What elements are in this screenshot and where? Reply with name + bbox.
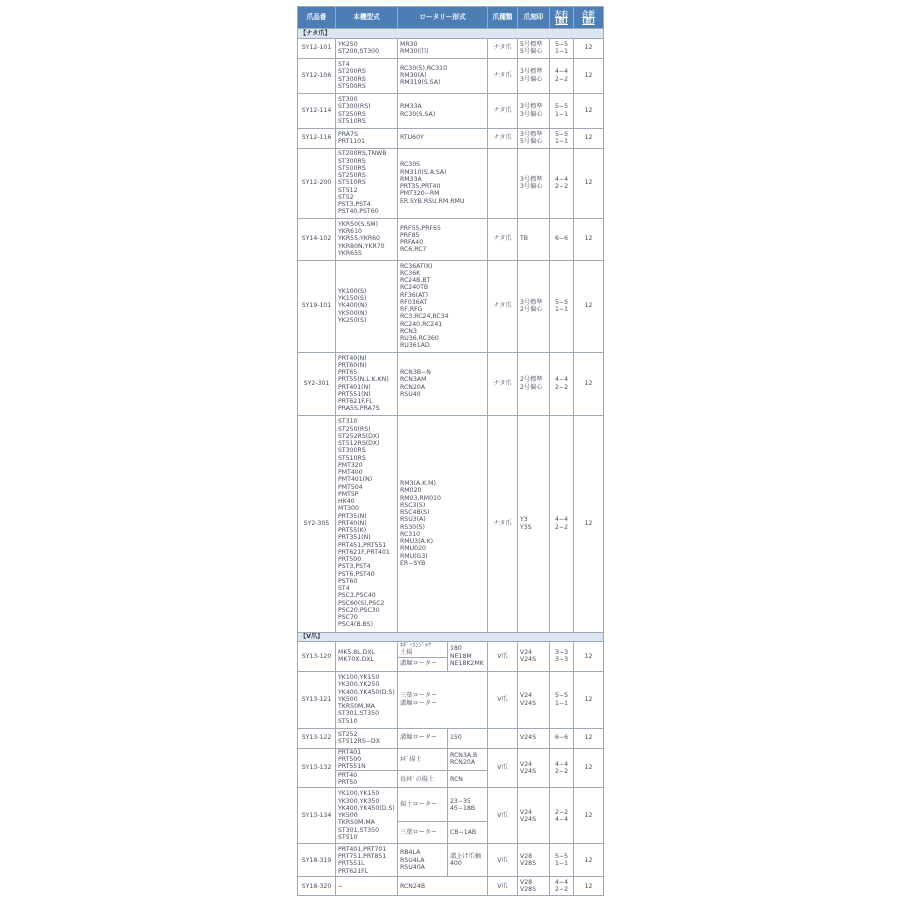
table-row [298,218,604,260]
total-count: 12 [574,642,604,672]
claw-mark: TB [518,218,550,260]
claw-mark: V24 V24S [518,642,550,672]
claw-type: ナタ爪 [488,93,518,128]
rotary-sub-detail: 180 NE18M NE18K2MK [448,642,488,672]
left-right-count: 4−4 2−2 [550,352,574,415]
table-row [298,728,604,748]
model-list: ST310 ST250(RS) ST252RS(DX) ST512RS(DX) ST300RS ST510RS PMT320 PMT400 PMT401(N) PMT504 PMT5P HK40 MT300 PRT35(N) PRT40(N) PRT55(K) PRT351(N) PRT451,PRT551 PRT621F,PRT401 PRT500 PST3,PST4 PST6,PST40 PST60 ST4 PSC3,PSC40 PSC60(S),PSC2 PSC20,PSC30 PSC70 PSC4(B.BS) [336,415,398,632]
left-right-count: 5−5 1−1 [550,671,574,728]
v-section-body [298,632,604,896]
claw-type: ナタ爪 [488,352,518,415]
left-right-count: 5−5 1−1 [550,38,574,58]
model-list: YK100,YK150 YK300,YK350 YK400,YK450(D.S) YK500 TKR50M,MA ST301,ST350 ST510 [336,788,398,844]
header-row [298,7,604,29]
claw-mark: 5号標準 5号偏心 [518,38,550,58]
left-right-count: 4−4 2−2 [550,148,574,218]
claw-type: ナタ爪 [488,38,518,58]
rotary-type: RC36AT(K) RC36K RC24B,BT RC240TB RF36(AT) RF036AT RF,RFG RC3,RC24,RC34 RC240,RC241 RCN3 RU36,RC360 RU361AD [398,260,488,352]
header-claw-type: 爪種類 [488,7,518,29]
model-list: YK250 ST200,ST300 [336,38,398,58]
claw-type: ナタ爪 [488,415,518,632]
model-list: PRT401 PRT500 PRT551N [336,748,398,771]
claw-mark: V24S [518,728,550,748]
total-count: 12 [574,352,604,415]
part-number: SY12-101 [298,38,336,58]
total-count: 12 [574,38,604,58]
left-right-count: 4−4 2−2 [550,877,574,896]
model-list: ST300 ST300(RS) ST250RS ST510RS [336,93,398,128]
part-number: SY13-132 [298,748,336,788]
claw-type: ナタ爪 [488,218,518,260]
part-number: SY12-114 [298,93,336,128]
header-left-right-label: 左右 (数) [554,10,569,25]
part-number: SY2-301 [298,352,336,415]
table-row [298,148,604,218]
section-header-v [298,632,604,642]
left-right-count: 3−3 3−3 [550,642,574,672]
left-right-count: 2−2 4−4 [550,788,574,844]
left-right-count: 5−5 1−1 [550,128,574,148]
claw-type [488,728,518,748]
rotary-type: 溝堀ローター [398,728,448,748]
claw-type [488,148,518,218]
rotary-type: RTU60Y [398,128,488,148]
claw-type: V爪 [488,748,518,788]
header-left-right [550,7,574,29]
claw-mark: 3号標準 3号偏心 [518,93,550,128]
header-part-number: 爪品番 [298,7,336,29]
rotary-sub: 揚土ローター [398,788,448,822]
claw-mark: 3号標準 2号偏心 [518,260,550,352]
total-count: 12 [574,260,604,352]
total-count: 12 [574,671,604,728]
claw-mark: V28 V28S [518,844,550,877]
claw-mark: Y3 Y3S [518,415,550,632]
rotary-sub-detail: RCN3A.B RCN20A [448,748,488,771]
part-number: SY13-121 [298,671,336,728]
total-count: 12 [574,728,604,748]
model-list: − [336,877,398,896]
model-list: YKR50(S.SM) YKR610 YKR55,YKR60 YKR80N,YKR70 YKR65S [336,218,398,260]
left-right-count: 6−6 [550,218,574,260]
section-title-v: 【V爪】 [298,632,604,642]
header-model: 本機型式 [336,7,398,29]
table-row [298,844,604,877]
part-number: SY19-101 [298,260,336,352]
part-number: SY13-122 [298,728,336,748]
claw-mark: V24 V24S [518,788,550,844]
model-list: PRA7S PRT1101 [336,128,398,148]
rotary-type: MR30 RM30(旧) [398,38,488,58]
part-number: SY12-200 [298,148,336,218]
rotary-sub: ﾈｷﾞ･ｴﾝｼﾞｬｸ 土揚 [398,642,448,658]
table-row [298,642,604,658]
part-number: SY2-305 [298,415,336,632]
rotary-sub-detail: 23−35 45−18B [448,788,488,822]
rotary-sub-detail: RCN [448,771,488,788]
claw-type: V爪 [488,844,518,877]
claw-type: V爪 [488,788,518,844]
total-count: 12 [574,877,604,896]
nata-section-body [298,29,604,633]
part-number: SY18-319 [298,844,336,877]
table-row [298,352,604,415]
section-title-nata: 【ナタ爪】 [298,29,604,39]
model-list: PRT40(N) PRT60(N) PRT65 PRT55(N.L.K.KN) PRT401(N) PRT551(N) PRT621F.FL PRA5S,PRA7S [336,352,398,415]
total-count: 12 [574,58,604,93]
rotary-type: RCN3B−N RCN3AM RCN20A RSU40 [398,352,488,415]
rotary-sub: 三葉ローター [398,822,448,844]
left-right-count: 5−5 1−1 [550,844,574,877]
total-count: 12 [574,93,604,128]
left-right-count: 4−4 2−2 [550,748,574,788]
part-number: SY12-116 [298,128,336,148]
total-count: 12 [574,148,604,218]
claw-type: ナタ爪 [488,128,518,148]
rotary-sub-detail: 150 [448,728,488,748]
total-count: 12 [574,748,604,788]
table-row [298,748,604,771]
left-right-count: 6−6 [550,728,574,748]
model-list: PRT401,PRT701 PRT751,PRT851 PRT551L PRT621FL [336,844,398,877]
model-list: YK100,YK150 YK300,YK250 YK400,YK450(D.S) YK500 TKR50M,MA ST301,ST350 ST510 [336,671,398,728]
left-right-count: 4−4 2−2 [550,58,574,93]
rotary-sub: 溝堀ローター [398,657,448,671]
rotary-type: RM33A RC30(S.SA) [398,93,488,128]
table-row [298,93,604,128]
header-total [574,7,604,29]
model-list: ST252 ST512RS−DX [336,728,398,748]
parts-table-container [297,6,603,896]
table-row [298,128,604,148]
total-count: 12 [574,218,604,260]
claw-type: ナタ爪 [488,260,518,352]
model-list: ST200RS,TNWB ST300RS ST500RS ST250RS ST510RS ST512 ST52 PST3,PST4 PST40,PST60 [336,148,398,218]
claw-mark: V24 V24S [518,748,550,788]
claw-type: V爪 [488,877,518,896]
part-number: SY14-102 [298,218,336,260]
claw-type: V爪 [488,671,518,728]
claw-mark: V24 V24S [518,671,550,728]
total-count: 12 [574,788,604,844]
model-list: ST4 ST200RS ST300RS ST500RS [336,58,398,93]
rotary-type: RC30S RM310(S.A.SA) RM33A PRT35,PRT40 PMT320−RM ER.SYB.RSU.RM.RMU [398,148,488,218]
model-list: PRT40 PRT50 [336,771,398,788]
left-right-count: 5−5 1−1 [550,93,574,128]
table-row [298,877,604,896]
rotary-type: PRF55,PRF65 PRF85 PRFA40 RC6,RC7 [398,218,488,260]
total-count: 12 [574,415,604,632]
section-header-nata [298,29,604,39]
header-claw-mark: 爪刻印 [518,7,550,29]
part-number: SY12-106 [298,58,336,93]
rotary-type: RM3(A.K.M) RM020 RM03,RM010 RSC3(S) RSC4B(S) RSU3(A) RS30(S) RC310 RMU3(A.K) RMU020 RMU(G3) ER−SYB [398,415,488,632]
rotary-type: RCN24B [398,877,488,896]
rotary-sub-detail: CB−1AB [448,822,488,844]
rotary-sub: ﾈｷﾞ揚土 [398,748,448,771]
table-row [298,788,604,822]
total-count: 12 [574,128,604,148]
table-row [298,58,604,93]
claw-type: ナタ爪 [488,58,518,93]
rotary-type: RB4LA RSU4LA RSU40A [398,844,448,877]
rotary-type: RC30(S),RC310 RM30(A) RM319(S.SA) [398,58,488,93]
part-number: SY13-134 [298,788,336,844]
claw-mark: 3号標準 3号偏心 [518,58,550,93]
parts-table [297,6,604,896]
claw-mark: V28 V28S [518,877,550,896]
table-row [298,38,604,58]
claw-mark: 2号標準 2号偏心 [518,352,550,415]
table-row [298,415,604,632]
claw-type: V爪 [488,642,518,672]
table-row [298,260,604,352]
claw-mark: 3号標準 3号偏心 [518,148,550,218]
part-number: SY13-120 [298,642,336,672]
claw-mark: 3号標準 5号偏心 [518,128,550,148]
left-right-count: 4−4 2−2 [550,415,574,632]
header-total-label: 合計 (数) [581,10,596,25]
part-number: SY18-320 [298,877,336,896]
left-right-count: 5−5 1−1 [550,260,574,352]
rotary-type: 三葉ローター 溝堀ローター [398,671,488,728]
header-rotary: ロータリー形式 [398,7,488,29]
total-count: 12 [574,844,604,877]
rotary-sub: 長ﾈｷﾞの揚土 [398,771,448,788]
model-list: YK100(S) YK150(S) YK400(N) YK500(N) YK250(S) [336,260,398,352]
table-row [298,671,604,728]
model-list: MK5.8L.DXL MK70X.DXL [336,642,398,672]
rotary-sub-detail: 溝上げ爪軸 400 [448,844,488,877]
